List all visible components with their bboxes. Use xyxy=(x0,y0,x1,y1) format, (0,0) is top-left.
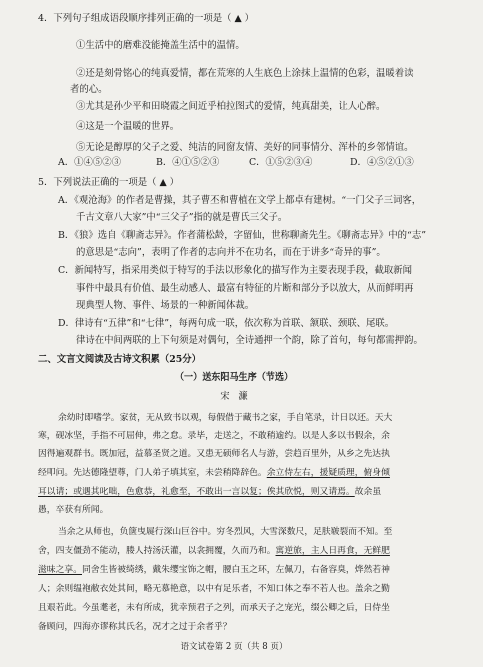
section-heading: 二、文言文阅读及古诗文积累（25分） xyxy=(38,354,202,365)
passage-line: 当余之从师也，负箧曳屣行深山巨谷中。穷冬烈风，大雪深数尺，足肤皲裂而不知。至 xyxy=(58,527,393,537)
passage-line xyxy=(38,467,390,479)
q4-option-c: C．①⑤②③④ xyxy=(249,157,313,168)
passage-line: 备顾问，四海亦谬称其氏名，况才之过于余者乎？ xyxy=(38,622,232,632)
passage-segment: 同舍生皆被绮绣，戴朱缨宝饰之帽，腰白玉之环，左佩刀，右备容臭，烨然若神 xyxy=(82,565,390,575)
q5-option-d-line1: D．律诗有“五律”和“七律”，每两句成一联，依次称为首联、颔联、颈联、尾联。 xyxy=(58,318,395,329)
page-footer: 语文试卷第 2 页（共 8 页） xyxy=(180,642,288,652)
q4-sentence-4: ④这是一个温暖的世界。 xyxy=(76,121,180,132)
underlined-passage-segment: 寓逆旅，主人日再食，无鲜肥 xyxy=(275,546,390,556)
passage-segment: 舍，四支僵劲不能动，媵人持汤沃灌，以衾拥覆，久而乃和。 xyxy=(38,546,276,556)
passage-segment: 故余虽 xyxy=(354,487,382,497)
passage-line: 愚，卒获有所闻。 xyxy=(38,505,109,515)
q4-sentence-5: ⑤无论是醇厚的父子之爱、纯洁的同窗友情、美好的同事情分、浑朴的乡邻情谊。 xyxy=(76,142,414,153)
underlined-passage-segment: 或遇其叱咄，色愈恭，礼愈至，不敢出一言以复；俟其欣悦，则又请焉。 xyxy=(73,487,355,497)
underlined-passage-segment: 耳以请； xyxy=(38,487,74,497)
q4-stem: 4．下列句子组成语段顺序排列正确的一项是（ ▲ ） xyxy=(38,13,255,24)
passage-line xyxy=(38,564,390,576)
q5-option-b-line1: B．《狼》选自《聊斋志异》。作者蒲松龄，字留仙，世称聊斋先生。《聊斋志异》中的“志” xyxy=(58,230,427,241)
q5-option-d-line2: 律诗在中间两联的上下句须是对偶句，全诗通押一个韵，除了首句，每句都需押韵。 xyxy=(76,335,423,346)
q4-sentence-3: ③尤其是孙少平和田晓霞之间近乎柏拉图式的爱情，纯真甜美，让人心醉。 xyxy=(76,101,386,112)
passage-line: 人；余则缊袍敝衣处其间，略无慕艳意，以中有足乐者，不知口体之奉不若人也。盖余之勤 xyxy=(38,584,390,594)
q4-option-d: D．④⑤②①③ xyxy=(350,157,414,168)
q5-option-c-line1: C．新闻特写，指采用类似于特写的手法以形象化的描写作为主要表现手段，截取新闻 xyxy=(58,265,413,276)
q5-option-a-line1: A．《观沧海》的作者是曹操，其子曹丕和曹植在文学上都卓有建树。“一门父子三词客， xyxy=(58,195,422,206)
passage-line: 寒，砚冰坚，手指不可屈伸，弗之怠。录毕，走送之，不敢稍逾约。以是人多以书假余，余 xyxy=(38,431,390,441)
q5-option-c-line3: 现典型人物、事件、场景的一种新闻体裁。 xyxy=(76,300,255,311)
passage-line: 余幼时即嗜学。家贫，无从致书以观，每假借于藏书之家，手自笔录，计日以还。天大 xyxy=(58,413,393,423)
q5-option-c-line2: 事件中最具有价值、最生动感人、最富有特征的片断和部分予以放大，从而鲜明再 xyxy=(76,283,414,294)
passage-line: 因得遍观群书。既加冠，益慕圣贤之道。又患无硕师名人与游，尝趋百里外，从乡之先达执 xyxy=(38,449,390,459)
underlined-passage-segment: 余立侍左右，援疑质理，俯身倾 xyxy=(266,468,390,478)
q5-stem: 5．下列说法正确的一项是（ ▲ ） xyxy=(38,177,180,188)
passage-line: 且艰若此。今虽耄老，未有所成，犹幸预君子之列，而承天子之宠光，缀公卿之后，日侍坐 xyxy=(38,603,390,613)
passage-line xyxy=(38,545,390,557)
q4-sentence-2a: ②还是刻骨铭心的纯真爱情，都在荒寒的人生底色上涂抹上温情的色彩，温暖着读 xyxy=(76,68,414,79)
q5-option-a-line2: 千古文章八大家”中“三父子”指的就是曹氏三父子。 xyxy=(76,212,288,223)
q4-sentence-1: ①生活中的磨难没能掩盖生活中的温情。 xyxy=(76,40,245,51)
passage-line xyxy=(38,486,381,498)
q4-option-a: A．①④⑤②③ xyxy=(58,157,122,168)
q4-option-b: B．④①⑤②③ xyxy=(156,157,220,168)
q4-sentence-2b: 者的心。 xyxy=(70,84,108,95)
passage-author: 宋 濂 xyxy=(220,391,248,402)
underlined-passage-segment: 滋味之享。 xyxy=(38,565,82,575)
passage-segment: 经叩问。先达德隆望尊，门人弟子填其室，未尝稍降辞色。 xyxy=(38,468,267,478)
q5-option-b-line2: 的意思是“志向”，表明了作者的志向并不在功名，而在于讲多“奇异的事”。 xyxy=(76,247,386,258)
passage-title: （一）送东阳马生序（节选） xyxy=(174,372,294,383)
